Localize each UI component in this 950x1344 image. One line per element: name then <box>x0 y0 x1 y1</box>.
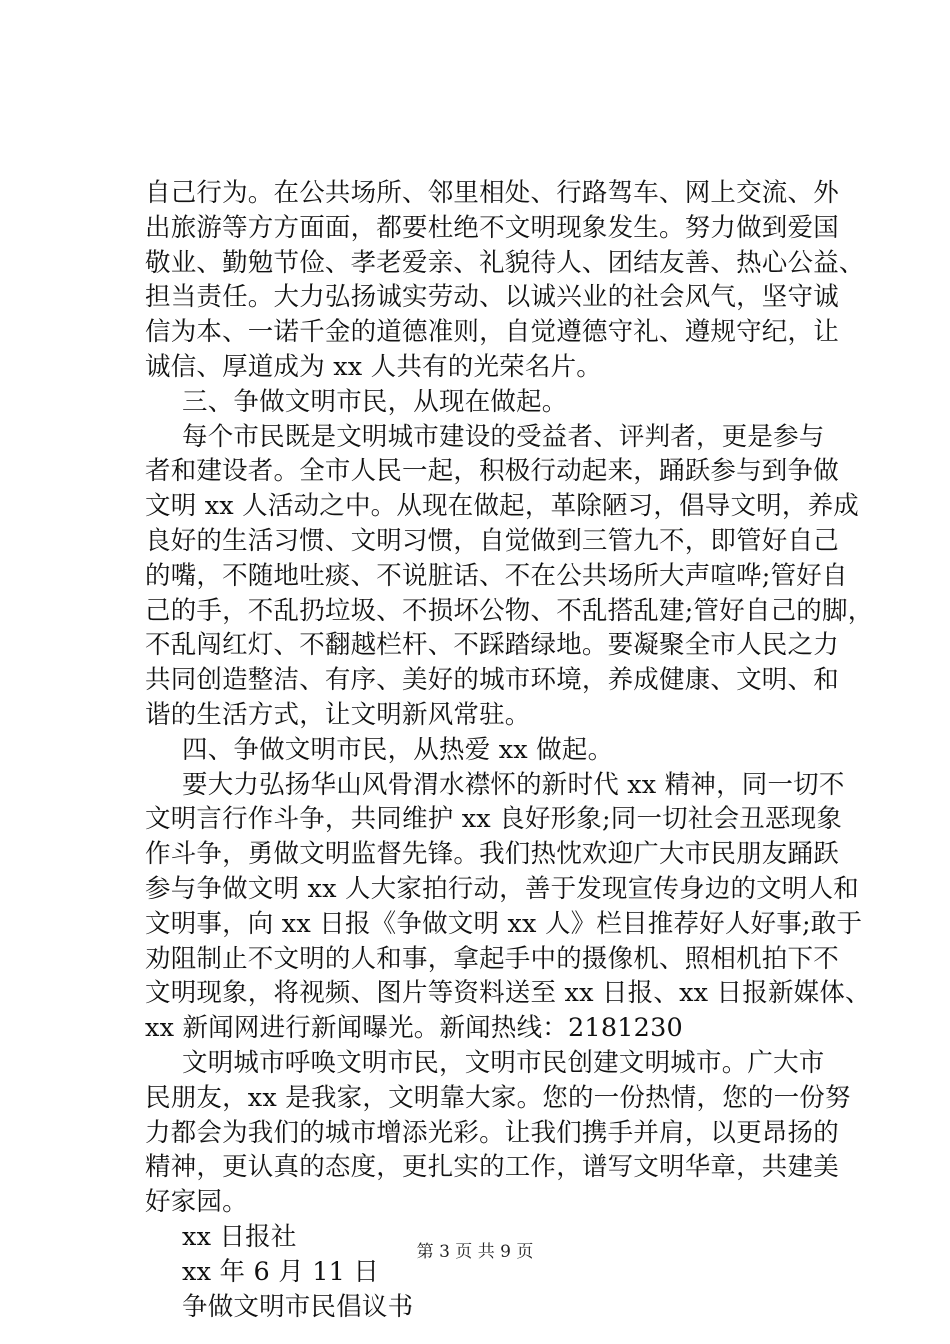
document-title: 争做文明市民倡议书 <box>182 1291 414 1322</box>
signature-org: xx 日报社 <box>182 1221 297 1252</box>
text-line: 文明 xx 人活动之中。从现在做起，革除陋习，倡导文明，养成 <box>145 491 859 522</box>
page-number: 第 3 页 共 9 页 <box>416 1242 534 1262</box>
text-line: 敬业、勤勉节俭、孝老爱亲、礼貌待人、团结友善、热心公益、 <box>145 247 865 278</box>
text-line: 民朋友，xx 是我家，文明靠大家。您的一份热情，您的一份努 <box>145 1082 851 1113</box>
section-heading-4: 四、争做文明市民，从热爱 xx 做起。 <box>182 734 614 765</box>
text-line: 文明现象，将视频、图片等资料送至 xx 日报、xx 日报新媒体、 <box>145 978 871 1009</box>
text-line: 信为本、一诺千金的道德准则，自觉遵德守礼、遵规守纪，让 <box>145 317 839 348</box>
text-line: 力都会为我们的城市增添光彩。让我们携手并肩，以更昂扬的 <box>145 1117 839 1148</box>
document-body <box>145 176 874 1324</box>
text-line: 良好的生活习惯、文明习惯，自觉做到三管九不，即管好自己 <box>145 525 839 556</box>
text-line: 诚信、厚道成为 xx 人共有的光荣名片。 <box>145 351 602 382</box>
text-line: 要大力弘扬华山风骨渭水襟怀的新时代 xx 精神，同一切不 <box>182 769 845 800</box>
text-line: 好家园。 <box>145 1187 248 1218</box>
signature-date: xx 年 6 月 11 日 <box>182 1256 380 1287</box>
text-line: xx 新闻网进行新闻曝光。新闻热线：2181230 <box>145 1013 683 1044</box>
text-line: 的嘴，不随地吐痰、不说脏话、不在公共场所大声喧哗;管好自 <box>145 560 848 591</box>
text-line: 共同创造整洁、有序、美好的城市环境，养成健康、文明、和 <box>145 665 839 696</box>
text-line: 己的手，不乱扔垃圾、不损坏公物、不乱搭乱建;管好自己的脚， <box>145 595 874 626</box>
section-heading-3: 三、争做文明市民，从现在做起。 <box>182 386 568 417</box>
text-line: 文明事，向 xx 日报《争做文明 xx 人》栏目推荐好人好事;敢于 <box>145 908 863 939</box>
text-line: 每个市民既是文明城市建设的受益者、评判者，更是参与 <box>182 421 825 452</box>
text-line: 文明城市呼唤文明市民，文明市民创建文明城市。广大市 <box>182 1047 825 1078</box>
text-line: 谐的生活方式，让文明新风常驻。 <box>145 699 531 730</box>
text-line: 文明言行作斗争，共同维护 xx 良好形象;同一切社会丑恶现象 <box>145 804 843 835</box>
text-line: 不乱闯红灯、不翻越栏杆、不踩踏绿地。要凝聚全市人民之力 <box>145 630 839 661</box>
text-line: 出旅游等方方面面，都要杜绝不文明现象发生。努力做到爱国 <box>145 212 839 243</box>
text-line: 者和建设者。全市人民一起，积极行动起来，踊跃参与到争做 <box>145 456 839 487</box>
text-line: 自己行为。在公共场所、邻里相处、行路驾车、网上交流、外 <box>145 178 839 208</box>
text-line: 精神，更认真的态度，更扎实的工作，谱写文明华章，共建美 <box>145 1152 839 1183</box>
text-line: 参与争做文明 xx 人大家拍行动，善于发现宣传身边的文明人和 <box>145 873 859 904</box>
text-line: 劝阻制止不文明的人和事，拿起手中的摄像机、照相机拍下不 <box>145 943 839 974</box>
text-line: 担当责任。大力弘扬诚实劳动、以诚兴业的社会风气，坚守诚 <box>145 282 839 313</box>
text-line: 作斗争，勇做文明监督先锋。我们热忱欢迎广大市民朋友踊跃 <box>145 839 839 870</box>
